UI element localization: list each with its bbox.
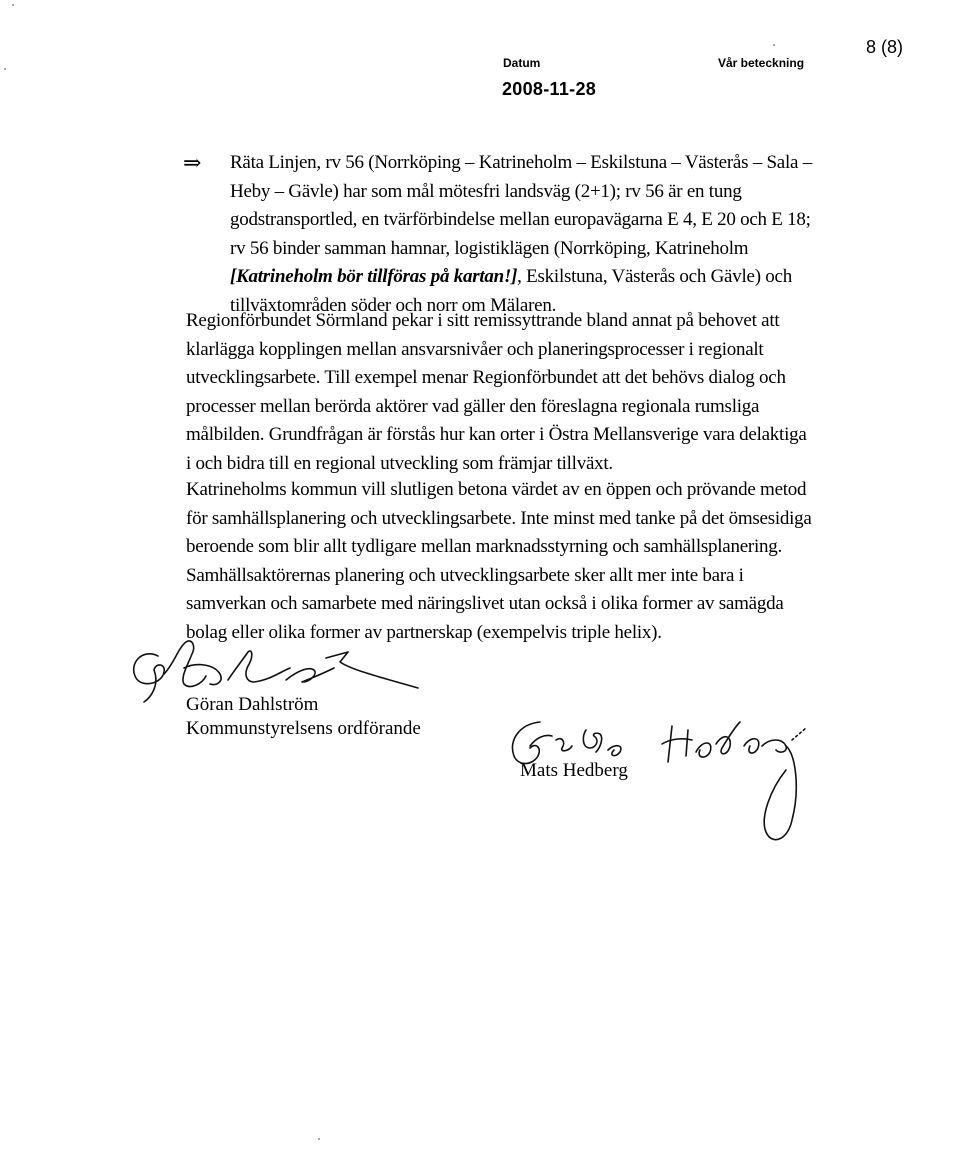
text-line: tillväxtområden söder och norr om Mälaren. [230, 294, 557, 316]
scan-speck [12, 4, 14, 6]
page-number: 8 (8) [866, 37, 904, 57]
text-line: i och bidra till en regional utveckling som främjar tillväxt. [186, 452, 613, 474]
text-fragment: , Eskilstuna, Västerås och Gävle) och [517, 266, 792, 288]
text-line: Samhällsaktörernas planering och utvecklingsarbete sker allt mer inte bara i [186, 564, 744, 586]
scan-speck [773, 44, 775, 46]
text-line: målbilden. Grundfrågan är förstås hur kan orter i Östra Mellansverige vara delaktiga [186, 424, 807, 446]
signatory-title-1: Kommunstyrelsens ordförande [186, 718, 421, 739]
date-label: Datum [503, 56, 541, 70]
text-line: för samhällsplanering och utvecklingsarbete. Inte minst med tanke på det ömsesidiga [186, 507, 812, 529]
text-line: bolag eller olika former av partnerskap (exempelvis triple helix). [186, 621, 662, 643]
arrow-bullet-icon: ⇒ [183, 150, 202, 175]
signatory-name-1: Göran Dahlström [186, 694, 319, 715]
text-line [230, 263, 812, 292]
text-line: Heby – Gävle) har som mål mötesfri landsväg (2+1); rv 56 är en tung [230, 180, 742, 202]
text-line: Regionförbundet Sörmland pekar i sitt remissyttrande bland annat på behovet att [186, 310, 780, 331]
document-date: 2008-11-28 [502, 79, 597, 99]
scan-speck [318, 1138, 320, 1140]
text-line: Räta Linjen, rv 56 (Norrköping – Katrineholm – Eskilstuna – Västerås – Sala – [230, 152, 812, 173]
text-line: godstransportled, en tvärförbindelse mellan europavägarna E 4, E 20 och E 18; [230, 209, 811, 231]
signatory-name-2: Mats Hedberg [520, 760, 628, 781]
paragraph-rata-linjen [230, 149, 812, 321]
paragraph-regionforbundet [186, 307, 807, 479]
scan-speck [4, 68, 6, 70]
emphasis-note: [Katrineholm bör tillföras på kartan!] [230, 266, 518, 288]
reference-label: Vår beteckning [718, 56, 805, 70]
paragraph-katrineholms-kommun [186, 476, 812, 648]
text-line: Katrineholms kommun vill slutligen betona värdet av en öppen och prövande metod [186, 479, 807, 500]
text-line: rv 56 binder samman hamnar, logistiklägen (Norrköping, Katrineholm [230, 237, 749, 259]
text-line: klarlägga kopplingen mellan ansvarsnivåer och planeringsprocesser i regionalt [186, 338, 764, 360]
text-line: beroende som blir allt tydligare mellan marknadsstyrning och samhällsplanering. [186, 536, 783, 558]
text-line: processer mellan berörda aktörer vad gäller den föreslagna regionala rumsliga [186, 395, 760, 417]
text-line: utvecklingsarbete. Till exempel menar Regionförbundet att det behövs dialog och [186, 367, 786, 389]
text-line: samverkan och samarbete med näringslivet utan också i olika former av samägda [186, 593, 784, 615]
